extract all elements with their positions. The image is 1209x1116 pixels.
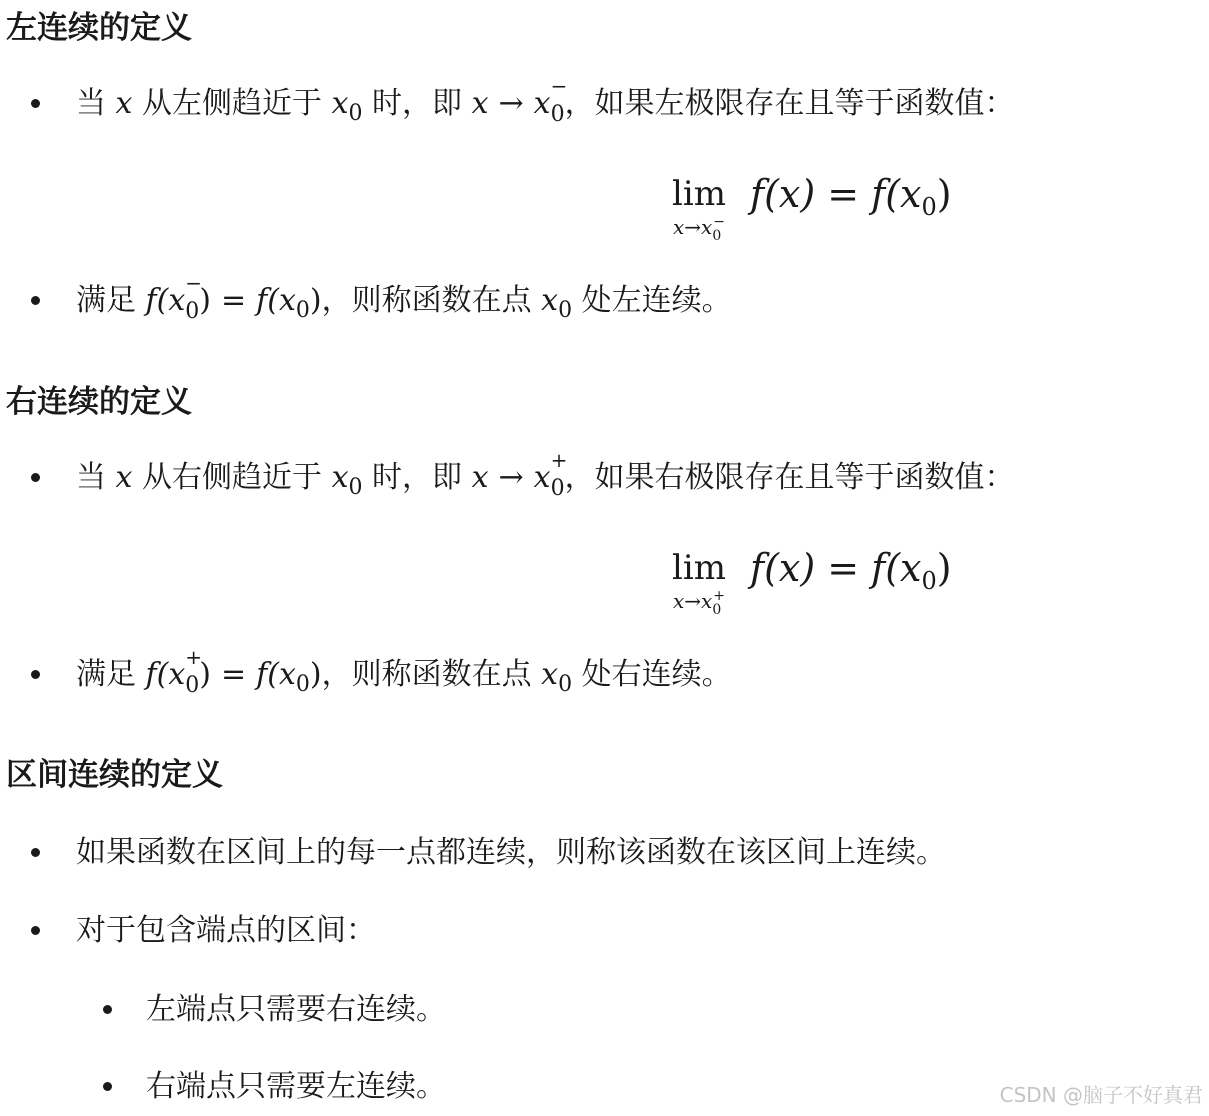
sublist-item-right-endpoint: 右端点只需要左连续。 xyxy=(146,1069,446,1104)
math-expression: f(x xyxy=(256,657,296,692)
text-fragment: 处左连续。 xyxy=(581,283,732,318)
math-supsub xyxy=(550,448,568,501)
math-variable: x xyxy=(471,460,489,495)
limit-subscript xyxy=(656,588,742,618)
list-item-left-approach xyxy=(76,74,1015,129)
list-item-left-condition xyxy=(76,271,732,326)
list-item-interval-definition: 如果函数在区间上的每一点都连续，则称该函数在该区间上连续。 xyxy=(76,835,946,870)
text-fragment: 时，即 xyxy=(372,460,463,495)
math-subscript: 0 xyxy=(921,193,937,221)
math-expression: f(x xyxy=(256,283,296,318)
math-variable: x xyxy=(331,460,349,495)
bullet-dot xyxy=(103,1082,112,1091)
math-supsub xyxy=(550,74,568,127)
text-fragment: ，则称函数在点 xyxy=(321,283,532,318)
bullet-dot xyxy=(31,99,40,108)
formula-right-limit xyxy=(656,542,996,632)
lim-word: lim xyxy=(672,174,726,214)
math-subscript: 0 xyxy=(550,102,565,127)
math-variable: x xyxy=(533,460,551,495)
bullet-dot xyxy=(31,473,40,482)
math-superscript: + xyxy=(713,588,725,604)
text-fragment: 满足 xyxy=(76,283,136,318)
math-equals: = xyxy=(221,657,247,692)
limit-operator xyxy=(656,542,742,618)
text-fragment: 时，即 xyxy=(372,86,463,121)
math-variable: x xyxy=(541,283,559,318)
math-superscript: − xyxy=(185,271,203,295)
math-paren: ) xyxy=(936,172,952,216)
math-variable: x xyxy=(701,589,713,613)
text-fragment: 满足 xyxy=(76,657,136,692)
text-fragment: 处右连续。 xyxy=(581,657,732,692)
bullet-dot xyxy=(103,1005,112,1014)
math-subscript: 0 xyxy=(348,101,363,126)
math-superscript: + xyxy=(185,645,203,669)
math-equals: = xyxy=(221,283,247,318)
math-supsub xyxy=(185,645,203,698)
math-variable: x xyxy=(533,86,551,121)
math-arrow: → xyxy=(684,215,702,239)
limit-expression xyxy=(750,542,952,599)
math-supsub xyxy=(185,271,203,324)
math-subscript: 0 xyxy=(348,475,363,500)
lim-word: lim xyxy=(672,548,726,588)
math-variable: x xyxy=(673,589,685,613)
bullet-dot xyxy=(31,670,40,679)
math-paren: ) xyxy=(199,657,211,692)
sublist-item-left-endpoint: 左端点只需要右连续。 xyxy=(146,992,446,1027)
text-fragment: 从右侧趋近于 xyxy=(142,460,323,495)
math-subscript: 0 xyxy=(921,567,937,595)
math-variable: x xyxy=(701,215,713,239)
math-paren: ) xyxy=(309,657,322,692)
math-expression: f(x xyxy=(145,283,186,318)
math-expression: f(x) = f(x xyxy=(750,172,922,216)
math-arrow: → xyxy=(498,460,524,495)
math-subscript: 0 xyxy=(558,672,573,697)
math-arrow: → xyxy=(498,86,524,121)
math-superscript: − xyxy=(550,74,568,98)
math-expression: f(x xyxy=(145,657,186,692)
section-heading-right-continuity: 右连续的定义 xyxy=(6,384,192,420)
watermark: CSDN @脑子不好真君 xyxy=(999,1083,1203,1107)
math-subscript: 0 xyxy=(185,673,200,698)
bullet-dot xyxy=(31,926,40,935)
text-fragment: ，如果左极限存在且等于函数值： xyxy=(564,86,1015,121)
text-fragment: ，如果右极限存在且等于函数值： xyxy=(564,460,1015,495)
list-item-right-condition xyxy=(76,645,732,700)
math-subscript: 0 xyxy=(712,228,722,244)
math-subscript: 0 xyxy=(295,298,310,323)
math-subscript: 0 xyxy=(295,672,310,697)
bullet-dot xyxy=(31,848,40,857)
formula-left-limit xyxy=(656,168,996,258)
math-arrow: → xyxy=(684,589,702,613)
list-item-endpoints: 对于包含端点的区间： xyxy=(76,913,376,948)
bullet-dot xyxy=(31,296,40,305)
math-superscript: − xyxy=(713,214,725,230)
math-subscript: 0 xyxy=(712,602,722,618)
math-variable: x xyxy=(115,86,133,121)
math-subscript: 0 xyxy=(185,299,200,324)
text-fragment: 当 xyxy=(76,460,106,495)
math-variable: x xyxy=(541,657,559,692)
limit-operator xyxy=(656,168,742,244)
limit-subscript xyxy=(656,214,742,244)
math-variable: x xyxy=(331,86,349,121)
math-expression: f(x) = f(x xyxy=(750,546,922,590)
math-paren: ) xyxy=(199,283,211,318)
math-paren: ) xyxy=(309,283,322,318)
list-item-right-approach xyxy=(76,448,1015,503)
section-heading-interval-continuity: 区间连续的定义 xyxy=(6,757,223,793)
math-variable: x xyxy=(673,215,685,239)
text-fragment: 从左侧趋近于 xyxy=(142,86,323,121)
math-subscript: 0 xyxy=(550,476,565,501)
math-variable: x xyxy=(471,86,489,121)
limit-expression xyxy=(750,168,952,225)
math-paren: ) xyxy=(936,546,952,590)
section-heading-left-continuity: 左连续的定义 xyxy=(6,10,192,46)
math-subscript: 0 xyxy=(558,298,573,323)
text-fragment: ，则称函数在点 xyxy=(321,657,532,692)
math-variable: x xyxy=(115,460,133,495)
math-superscript: + xyxy=(550,448,568,472)
text-fragment: 当 xyxy=(76,86,106,121)
